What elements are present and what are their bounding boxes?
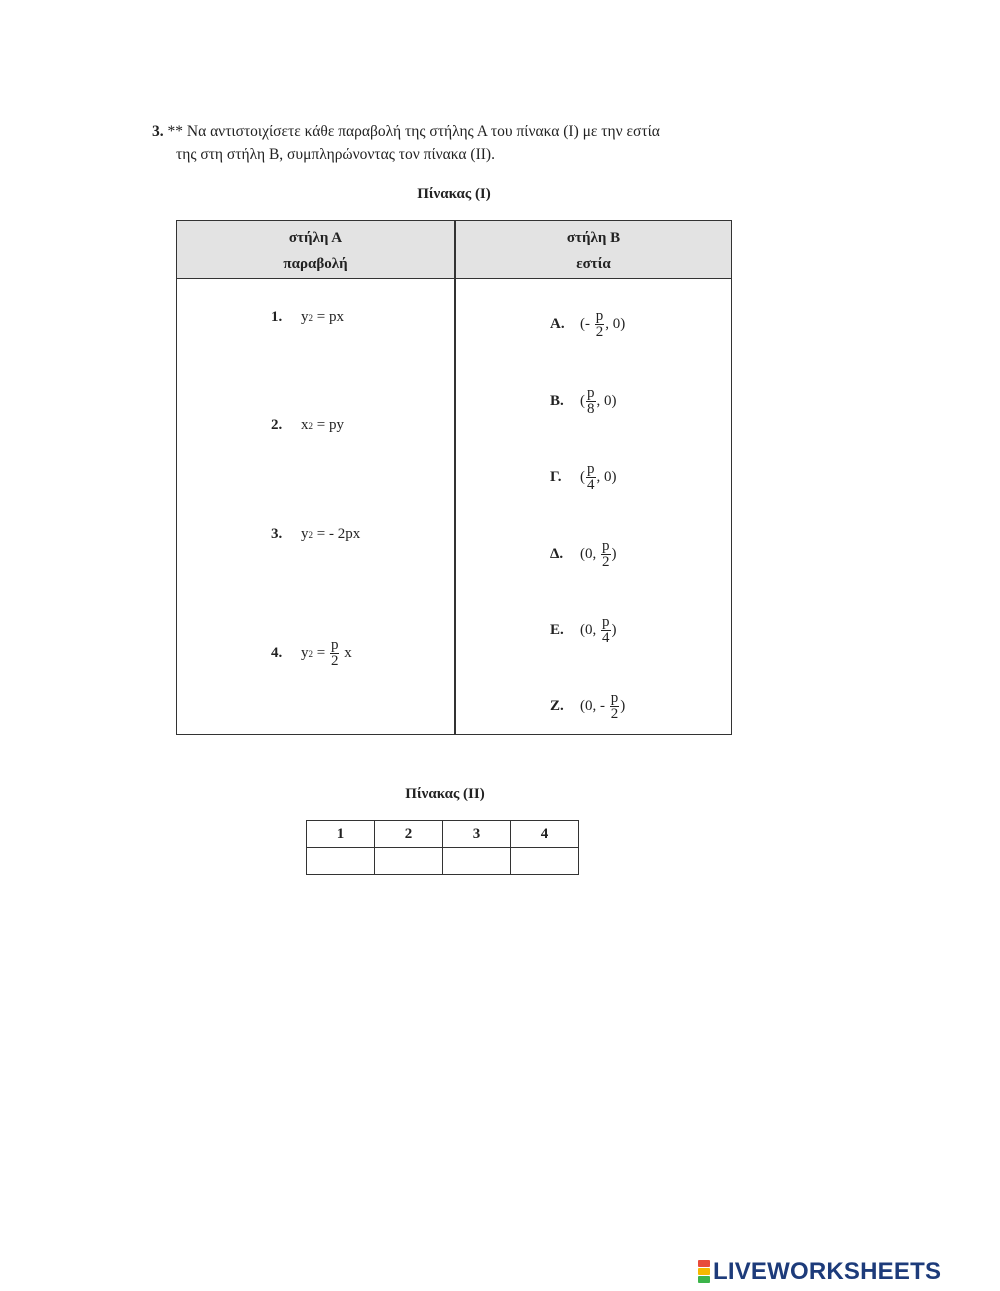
answer-cell-1[interactable] <box>307 848 375 875</box>
answer-table-header-row <box>307 821 579 848</box>
fraction-denominator: 2 <box>602 554 610 570</box>
column-divider <box>454 221 456 734</box>
parabola-exponent: 2 <box>308 420 313 431</box>
logo-icon <box>698 1260 710 1284</box>
focus-suffix: , 0) <box>596 469 617 485</box>
parabola-exponent: 2 <box>308 312 313 323</box>
fraction-numerator: p <box>587 461 595 477</box>
parabola-label: 3. <box>271 526 283 542</box>
parabola-base: x <box>301 417 309 433</box>
parabola-rhs: = <box>313 645 329 661</box>
fraction-numerator: p <box>595 308 604 324</box>
question-number: 3. <box>152 123 164 140</box>
logo-text: LIVEWORKSHEETS <box>713 1258 942 1285</box>
focus-suffix: ) <box>611 546 617 562</box>
fraction <box>595 309 605 340</box>
fraction <box>330 638 340 669</box>
parabola-rhs: = - 2px <box>313 526 361 542</box>
focus-suffix: , 0) <box>596 393 617 409</box>
question-text <box>152 120 752 166</box>
question-line-1: ** Να αντιστοιχίσετε κάθε παραβολή της στήλης Α του πίνακα (Ι) με την εστία <box>167 123 660 140</box>
parabola-label: 1. <box>271 309 283 325</box>
fraction-numerator: p <box>587 385 595 401</box>
parabola-base: y <box>301 309 309 325</box>
fraction-denominator: 8 <box>587 401 595 417</box>
fraction <box>601 615 611 646</box>
answer-header-cell: 2 <box>375 821 443 848</box>
fraction-numerator: p <box>610 690 619 706</box>
logo-block-l <box>698 1260 710 1267</box>
column-a-header <box>177 225 454 277</box>
focus-prefix: (0, <box>580 546 600 562</box>
fraction <box>601 539 611 570</box>
column-b-title: στήλη Β <box>566 230 621 246</box>
focus-prefix: ( <box>580 393 585 409</box>
focus-item <box>550 386 617 417</box>
focus-item <box>550 615 617 646</box>
column-b-header <box>455 225 732 277</box>
answer-cell-4[interactable] <box>511 848 579 875</box>
focus-label: Α. <box>550 316 565 332</box>
answer-header-cell: 1 <box>307 821 375 848</box>
answer-cell-3[interactable] <box>443 848 511 875</box>
focus-label: Δ. <box>550 546 564 562</box>
fraction-numerator: p <box>330 637 339 653</box>
fraction <box>586 386 596 417</box>
focus-label: Ζ. <box>550 698 564 714</box>
focus-prefix: ( <box>580 469 585 485</box>
fraction <box>610 691 620 722</box>
fraction-numerator: p <box>602 614 610 630</box>
logo-block-i <box>698 1268 710 1275</box>
answer-header-cell: 3 <box>443 821 511 848</box>
answer-table <box>306 820 579 875</box>
focus-prefix: (- <box>580 316 594 332</box>
focus-suffix: ) <box>611 622 617 638</box>
parabola-rhs: = px <box>313 309 344 325</box>
focus-prefix: (0, <box>580 622 600 638</box>
answer-header-cell: 4 <box>511 821 579 848</box>
table-2-caption: Πίνακας (ΙΙ) <box>405 786 485 802</box>
focus-item <box>550 691 625 722</box>
column-b-subtitle: εστία <box>576 256 611 272</box>
focus-prefix: (0, - <box>580 698 609 714</box>
fraction-denominator: 2 <box>595 324 604 340</box>
parabola-label: 4. <box>271 645 283 661</box>
answer-cell-2[interactable] <box>375 848 443 875</box>
parabola-item <box>271 309 344 326</box>
fraction-denominator: 4 <box>602 630 610 646</box>
focus-label: Γ. <box>550 469 562 485</box>
focus-item <box>550 309 625 340</box>
focus-suffix: , 0) <box>605 316 626 332</box>
focus-item <box>550 462 617 493</box>
fraction-numerator: p <box>602 538 610 554</box>
logo-block-v <box>698 1276 710 1283</box>
table-1-caption: Πίνακας (Ι) <box>417 186 491 202</box>
parabola-exponent: 2 <box>308 529 313 540</box>
parabola-item <box>271 526 360 543</box>
column-a-title: στήλη Α <box>288 230 343 246</box>
parabola-item <box>271 417 344 434</box>
parabola-item <box>271 638 352 669</box>
matching-table <box>176 220 732 735</box>
parabola-tail: x <box>340 645 352 661</box>
liveworksheets-logo <box>698 1258 941 1286</box>
focus-item <box>550 539 617 570</box>
focus-label: Β. <box>550 393 564 409</box>
parabola-exponent: 2 <box>308 648 313 659</box>
answer-table-input-row <box>307 848 579 875</box>
focus-suffix: ) <box>620 698 626 714</box>
focus-label: Ε. <box>550 622 564 638</box>
column-a-subtitle: παραβολή <box>283 256 348 272</box>
fraction-denominator: 2 <box>610 706 619 722</box>
question-line-2: της στη στήλη Β, συμπληρώνοντας τον πίνακα (ΙΙ). <box>176 146 495 163</box>
fraction <box>586 462 596 493</box>
parabola-label: 2. <box>271 417 283 433</box>
fraction-denominator: 2 <box>330 653 339 669</box>
parabola-rhs: = py <box>313 417 344 433</box>
parabola-base: y <box>301 526 309 542</box>
fraction-denominator: 4 <box>587 477 595 493</box>
parabola-base: y <box>301 645 309 661</box>
